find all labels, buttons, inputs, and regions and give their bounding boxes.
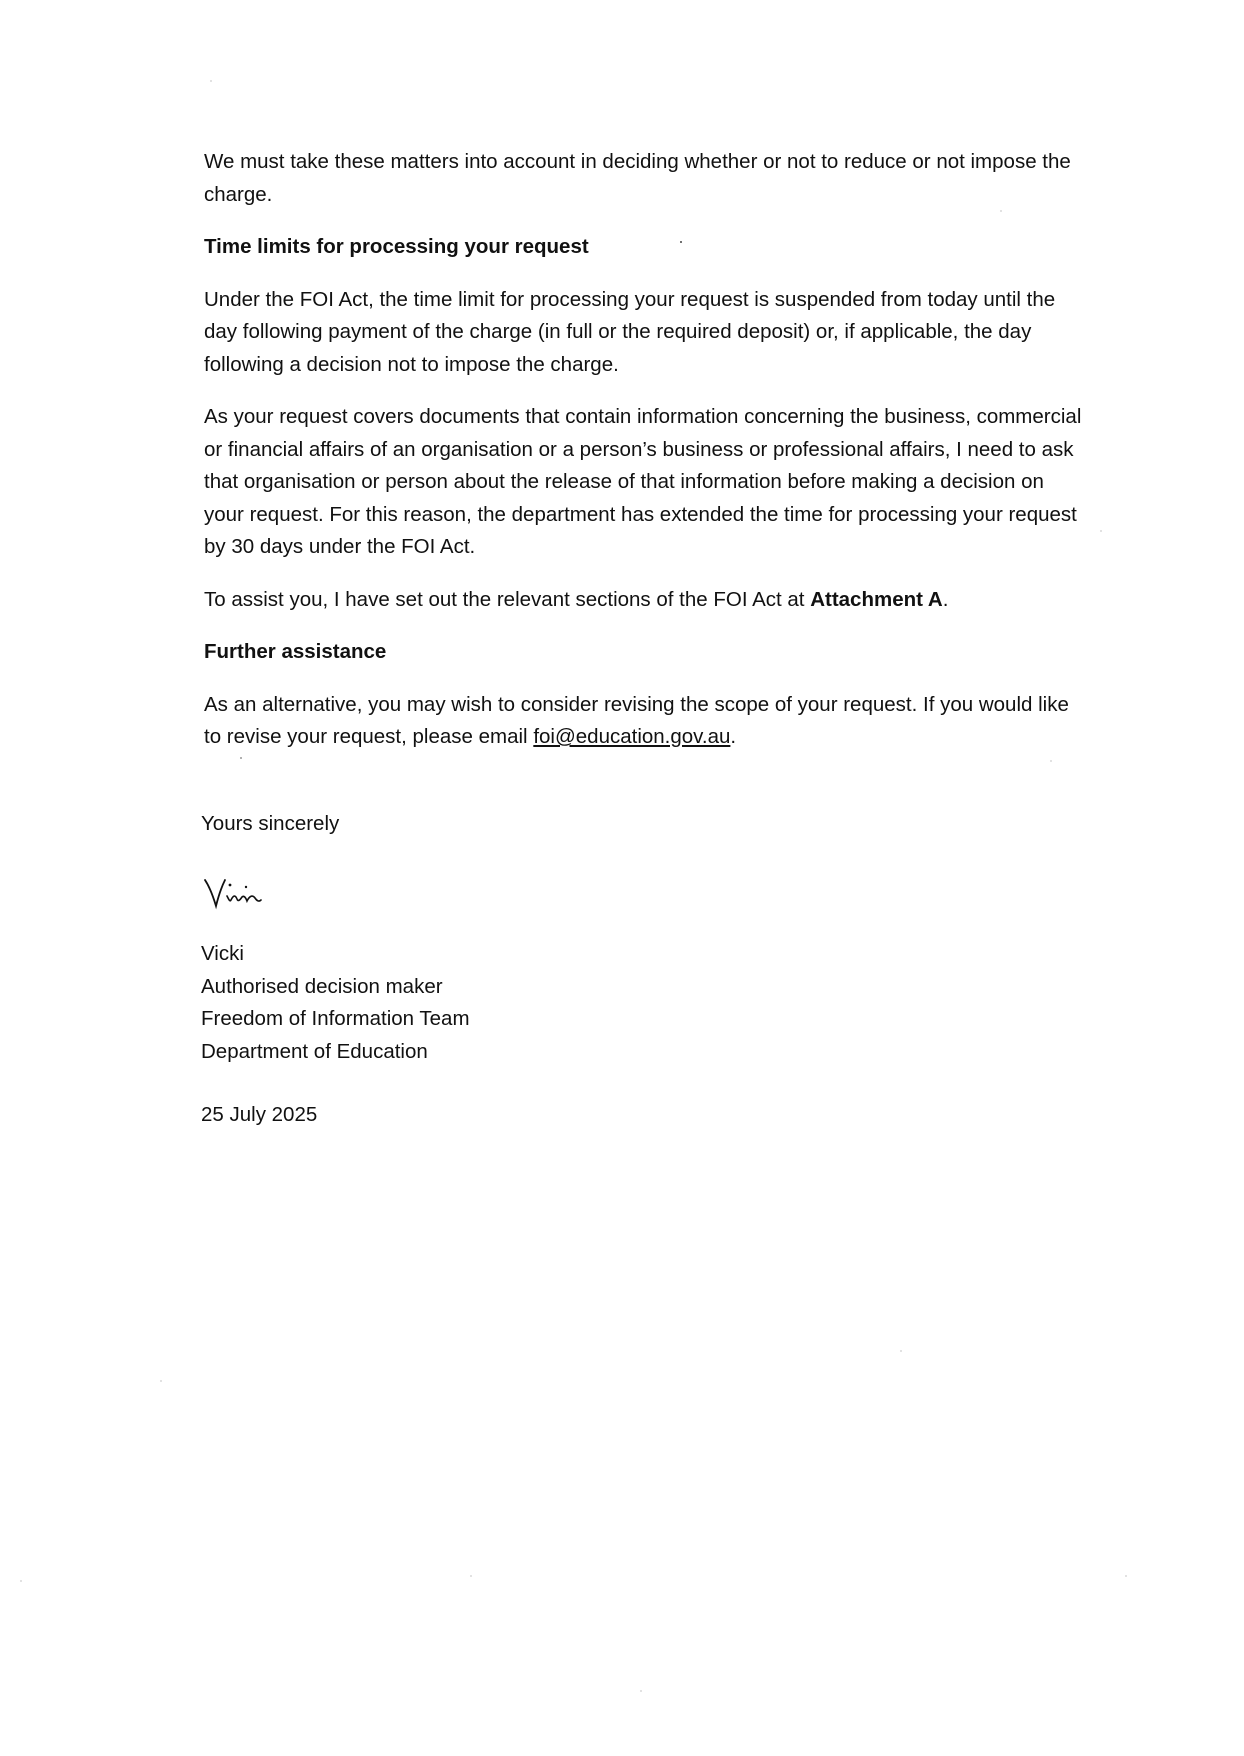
signer-team: Freedom of Information Team bbox=[201, 1007, 470, 1030]
scan-speck bbox=[1050, 760, 1052, 762]
signer-role: Authorised decision maker bbox=[201, 974, 443, 998]
further-assistance-paragraph bbox=[204, 689, 1084, 754]
scan-speck bbox=[1125, 1575, 1127, 1577]
handwritten-signature bbox=[201, 866, 281, 914]
closing-salutation: Yours sincerely bbox=[201, 812, 340, 835]
time-limits-heading: Time limits for processing your request bbox=[204, 235, 589, 258]
email-link[interactable]: foi@education.gov.au bbox=[533, 725, 731, 748]
further-assistance-heading: Further assistance bbox=[204, 640, 387, 663]
intro-paragraph: We must take these matters into account in deciding whether or not to reduce or not impose the charge. bbox=[204, 150, 1071, 206]
letter-body bbox=[204, 146, 1084, 774]
scan-speck bbox=[20, 1580, 22, 1582]
scan-speck bbox=[160, 1380, 162, 1382]
letter-date: 25 July 2025 bbox=[201, 1103, 318, 1126]
time-limits-paragraph: Under the FOI Act, the time limit for processing your request is suspended from today until the day following payment of the charge (in full or the required deposit) or, if applicable, the day following a decision not to impose the charge. bbox=[204, 287, 1056, 376]
attachment-reference: Attachment A bbox=[810, 587, 943, 611]
signer-department: Department of Education bbox=[201, 1039, 428, 1063]
further-text: As an alternative, you may wish to consider revising the scope of your request. If you would like to revise your request, please email bbox=[204, 692, 1069, 748]
scan-speck bbox=[680, 241, 682, 243]
assist-suffix: . bbox=[942, 587, 949, 611]
scan-speck bbox=[640, 1690, 642, 1692]
assist-paragraph bbox=[204, 584, 1084, 617]
scan-speck bbox=[240, 757, 242, 759]
scan-speck bbox=[900, 1350, 902, 1352]
scan-speck bbox=[1100, 530, 1102, 532]
scan-speck bbox=[470, 1575, 472, 1577]
assist-text: To assist you, I have set out the relevant sections of the FOI Act at bbox=[204, 587, 811, 611]
further-suffix: . bbox=[730, 725, 737, 748]
scan-speck bbox=[210, 80, 212, 82]
extension-paragraph: As your request covers documents that contain information concerning the business, commercial or financial affairs of an organisation or a person’s business or professional affairs, I need to ask that organisation or person about the release of that information before making a decision on your request. For this reason, the department has extended the time for processing your request by 30 days under the FOI Act. bbox=[204, 405, 1082, 558]
scan-speck bbox=[1000, 210, 1002, 212]
signer-name: Vicki bbox=[201, 942, 244, 965]
signer-block bbox=[201, 938, 470, 1068]
